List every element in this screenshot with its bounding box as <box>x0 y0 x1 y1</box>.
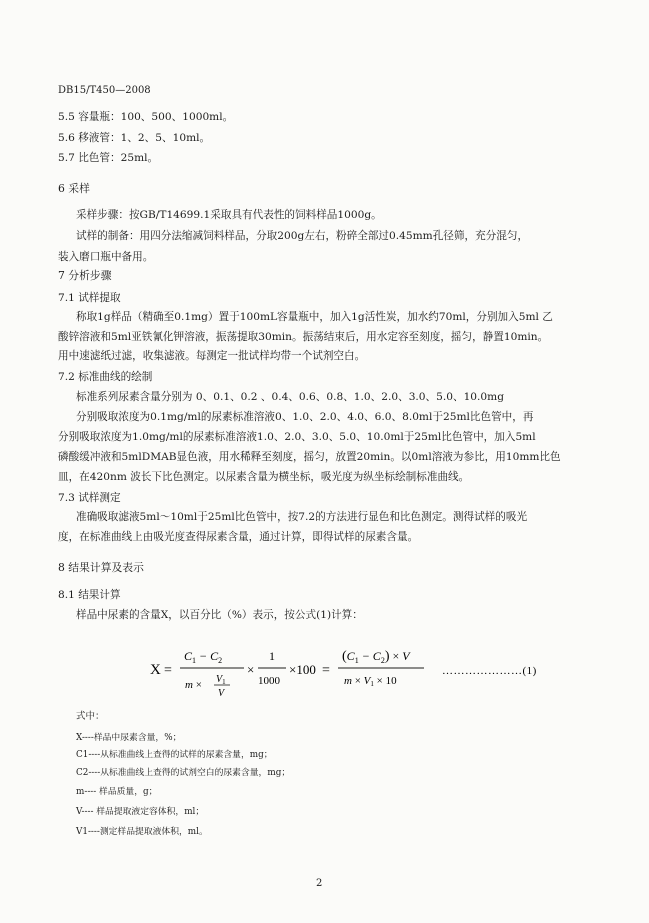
standard-series: 标准系列尿素含量分别为 0、0.1、0.2 、0.4、0.6、0.8、1.0、2.0、3.0、5.0、10.0mg <box>76 391 504 403</box>
svg-text:m × V1 × 10: m × V1 × 10 <box>344 675 397 688</box>
formula-times: × <box>247 662 255 677</box>
standard-curve-line3: 磷酸缓冲液和5mlDMAB显色液，用水稀释至刻度，摇匀，放置20min。以0ml溶液为参比，用10mm比色 <box>58 451 561 463</box>
formula-tail: ×100 <box>289 662 316 677</box>
extraction-line3: 用中速滤纸过滤，收集滤液。每测定一批试样均带一个试剂空白。 <box>58 350 366 362</box>
calculation-intro: 样品中尿素的含量X，以百分比（%）表示，按公式(1)计算： <box>76 609 363 621</box>
formula-num2: 1 <box>269 649 275 663</box>
section-7-3-title: 7.3 试样测定 <box>58 492 121 504</box>
standard-curve-line4: 皿，在420nm 波长下比色测定。以尿素含量为横坐标，吸光度为纵坐标绘制标准曲线。 <box>58 471 470 483</box>
legend-x: X----样品中尿素含量，%； <box>76 733 182 743</box>
legend-c2: C2----从标准曲线上查得的试剂空白的尿素含量，mg； <box>76 768 291 778</box>
document-id: DB15/T450—2008 <box>58 85 151 96</box>
section-6-title: 6 采样 <box>58 182 90 195</box>
standard-curve-line1: 分别吸取浓度为0.1mg/ml的尿素标准溶液0、1.0、2.0、4.0、6.0、8.0ml于25ml比色管中，再 <box>76 411 534 423</box>
svg-text:(C1 − C2) × V: $(C_1 - C_2) \times V$ <box>342 649 410 665</box>
formula-lhs: X <box>150 662 161 678</box>
item-5-6: 5.6 移液管：1、2、5、10ml。 <box>58 132 211 144</box>
section-8-title: 8 结果计算及表示 <box>58 561 144 574</box>
item-5-7: 5.7 比色管：25ml。 <box>58 152 159 164</box>
section-8-1-title: 8.1 结果计算 <box>58 589 121 601</box>
legend-c1: C1----从标准曲线上查得的试样的尿素含量，mg； <box>76 750 273 760</box>
svg-text:C1 − C2: $C_1 - C_2$ <box>184 649 223 665</box>
measurement-line2: 度，在标准曲线上由吸光度查得尿素含量，通过计算，即得试样的尿素含量。 <box>58 531 419 543</box>
svg-text:V: V <box>218 688 225 699</box>
formula-equals: = <box>164 663 172 678</box>
where-label: 式中： <box>76 711 105 722</box>
legend-m: m---- 样品质量，g； <box>76 787 158 797</box>
formula-den2: 1000 <box>258 675 280 687</box>
item-5-5: 5.5 容量瓶：100、500、1000ml。 <box>58 111 234 123</box>
sample-preparation-line1: 试样的制备：用四分法缩减饲料样品，分取200g左右，粉碎全部过0.45mm孔径筛，充分混匀， <box>76 230 529 242</box>
formula-number: …………………(1) <box>442 665 537 677</box>
svg-text:V1: $V_1$ <box>216 674 226 686</box>
sampling-steps: 采样步骤：按GB/T14699.1采取具有代表性的饲料样品1000g。 <box>76 209 382 221</box>
section-7-title: 7 分析步骤 <box>58 269 112 282</box>
legend-v1: V1----测定样品提取液体积，ml。 <box>76 827 208 837</box>
extraction-line2: 酸锌溶液和5ml亚铁氰化钾溶液，振荡提取30min。振荡结束后，用水定容至刻度，摇匀，静置10min。 <box>58 331 549 343</box>
section-7-1-title: 7.1 试样提取 <box>58 292 121 304</box>
section-7-2-title: 7.2 标准曲线的绘制 <box>58 371 153 383</box>
sample-preparation-line2: 装入磨口瓶中备用。 <box>58 251 154 263</box>
svg-text:=: = <box>322 663 330 678</box>
measurement-line1: 准确吸取滤液5ml～10ml于25ml比色管中，按7.2的方法进行显色和比色测定。测得试样的吸光 <box>76 511 528 523</box>
extraction-line1: 称取1g样品（精确至0.1mg）置于100mL容量瓶中，加入1g活性炭，加水约70ml，分别加入5ml 乙 <box>76 311 553 323</box>
svg-text:m ×: m × <box>185 679 202 691</box>
legend-v: V---- 样品提取液定容体积，ml； <box>76 807 205 817</box>
urea-formula <box>148 640 578 700</box>
page-number: 2 <box>316 878 323 889</box>
standard-curve-line2: 分别吸取浓度为1.0mg/ml的尿素标准溶液1.0、2.0、3.0、5.0、10.0ml于25ml比色管中，加入5ml <box>58 431 536 443</box>
